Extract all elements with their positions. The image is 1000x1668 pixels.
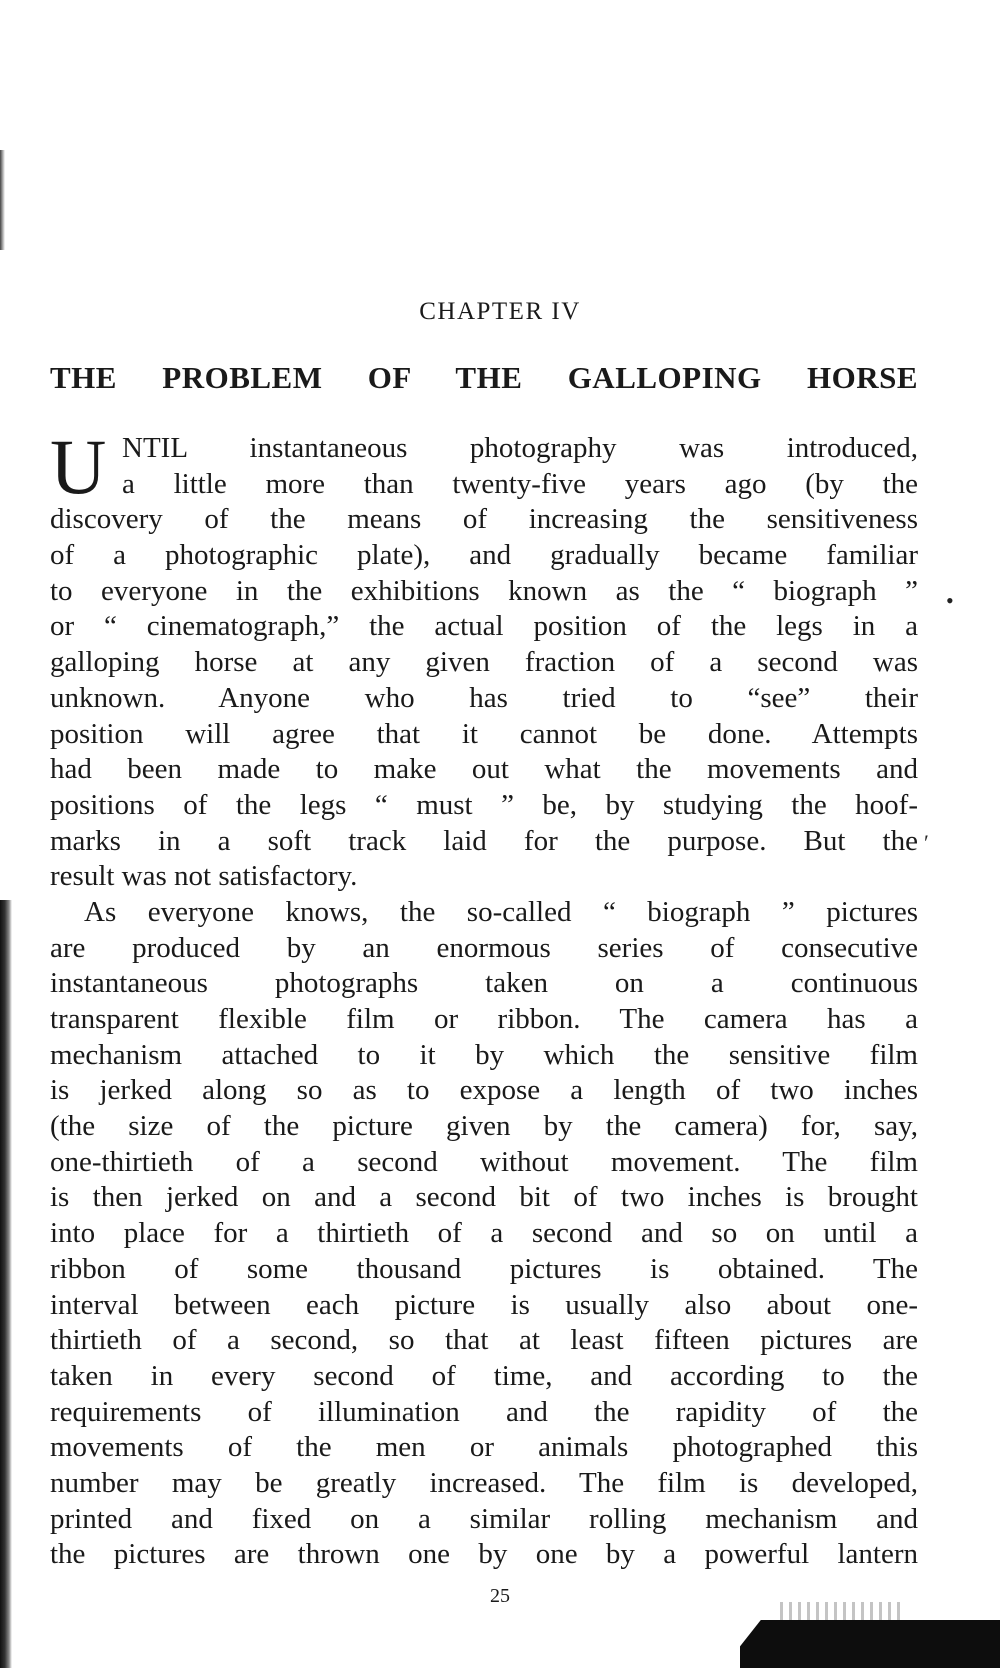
text-line: number may be greatly increased. The film is developed, bbox=[50, 1466, 918, 1499]
text-line: transparent flexible film or ribbon. The camera has a bbox=[50, 1003, 918, 1035]
text-line: to everyone in the exhibitions known as the “ biograph ” bbox=[50, 574, 918, 607]
text-line: instantaneous photographs taken on a continuous bbox=[50, 967, 918, 1000]
scan-edge-shadow bbox=[0, 900, 12, 1668]
chapter-label: CHAPTER IV bbox=[419, 298, 581, 325]
scan-corner-grain bbox=[780, 1602, 900, 1620]
text-line: of a photographic plate), and gradually became familiar bbox=[50, 539, 918, 572]
text-line: As everyone knows, the so-called “ biograph ” pictures bbox=[84, 895, 918, 928]
text-line: into place for a thirtieth of a second and so on until a bbox=[50, 1217, 918, 1250]
text-line: had been made to make out what the movements and bbox=[50, 753, 918, 786]
margin-mark: • bbox=[946, 588, 954, 613]
text-line: one-thirtieth of a second without movement. The film bbox=[50, 1145, 918, 1178]
drop-cap: U bbox=[50, 423, 107, 510]
margin-mark: ′ bbox=[924, 830, 929, 855]
text-line: are produced by an enormous series of consecutive bbox=[50, 931, 918, 964]
text-line: unknown. Anyone who has tried to “see” their bbox=[50, 681, 918, 714]
paragraph-2 bbox=[50, 895, 918, 1573]
text-line: or “ cinematograph,” the actual position of the legs in a bbox=[50, 610, 918, 643]
scan-corner-smudge bbox=[740, 1620, 1000, 1668]
text-line: NTIL instantaneous photography was introduced, bbox=[122, 432, 918, 464]
text-line: thirtieth of a second, so that at least fifteen pictures are bbox=[50, 1324, 918, 1357]
text-line: galloping horse at any given fraction of a second was bbox=[50, 646, 918, 679]
text-line: ribbon of some thousand pictures is obtained. The bbox=[50, 1252, 918, 1285]
body-text bbox=[50, 423, 918, 1573]
page-number: 25 bbox=[490, 1585, 510, 1607]
text-line: requirements of illumination and the rapidity of the bbox=[50, 1395, 918, 1428]
text-line: printed and fixed on a similar rolling mechanism and bbox=[50, 1502, 918, 1535]
text-line: taken in every second of time, and according to the bbox=[50, 1359, 918, 1392]
text-line: interval between each picture is usually also about one- bbox=[50, 1288, 918, 1321]
text-line: discovery of the means of increasing the sensitiveness bbox=[50, 503, 918, 536]
chapter-title: THE PROBLEM OF THE GALLOPING HORSE bbox=[50, 360, 918, 395]
text-line: the pictures are thrown one by one by a powerful lantern bbox=[50, 1538, 918, 1571]
text-line: result was not satisfactory. bbox=[50, 860, 358, 893]
text-line: a little more than twenty-five years ago (by the bbox=[122, 467, 918, 500]
text-line: movements of the men or animals photographed this bbox=[50, 1431, 918, 1464]
text-line: marks in a soft track laid for the purpose. But the bbox=[50, 824, 918, 857]
text-line: position will agree that it cannot be done. Attempts bbox=[50, 717, 918, 750]
scan-edge-shadow-top bbox=[0, 150, 5, 250]
text-line: (the size of the picture given by the camera) for, say, bbox=[50, 1110, 918, 1143]
text-line: mechanism attached to it by which the sensitive film bbox=[50, 1038, 918, 1071]
paragraph-1 bbox=[50, 423, 918, 895]
text-line: is jerked along so as to expose a length of two inches bbox=[50, 1074, 918, 1107]
text-line: is then jerked on and a second bit of two inches is brought bbox=[50, 1181, 918, 1214]
text-line: positions of the legs “ must ” be, by studying the hoof- bbox=[50, 788, 918, 821]
